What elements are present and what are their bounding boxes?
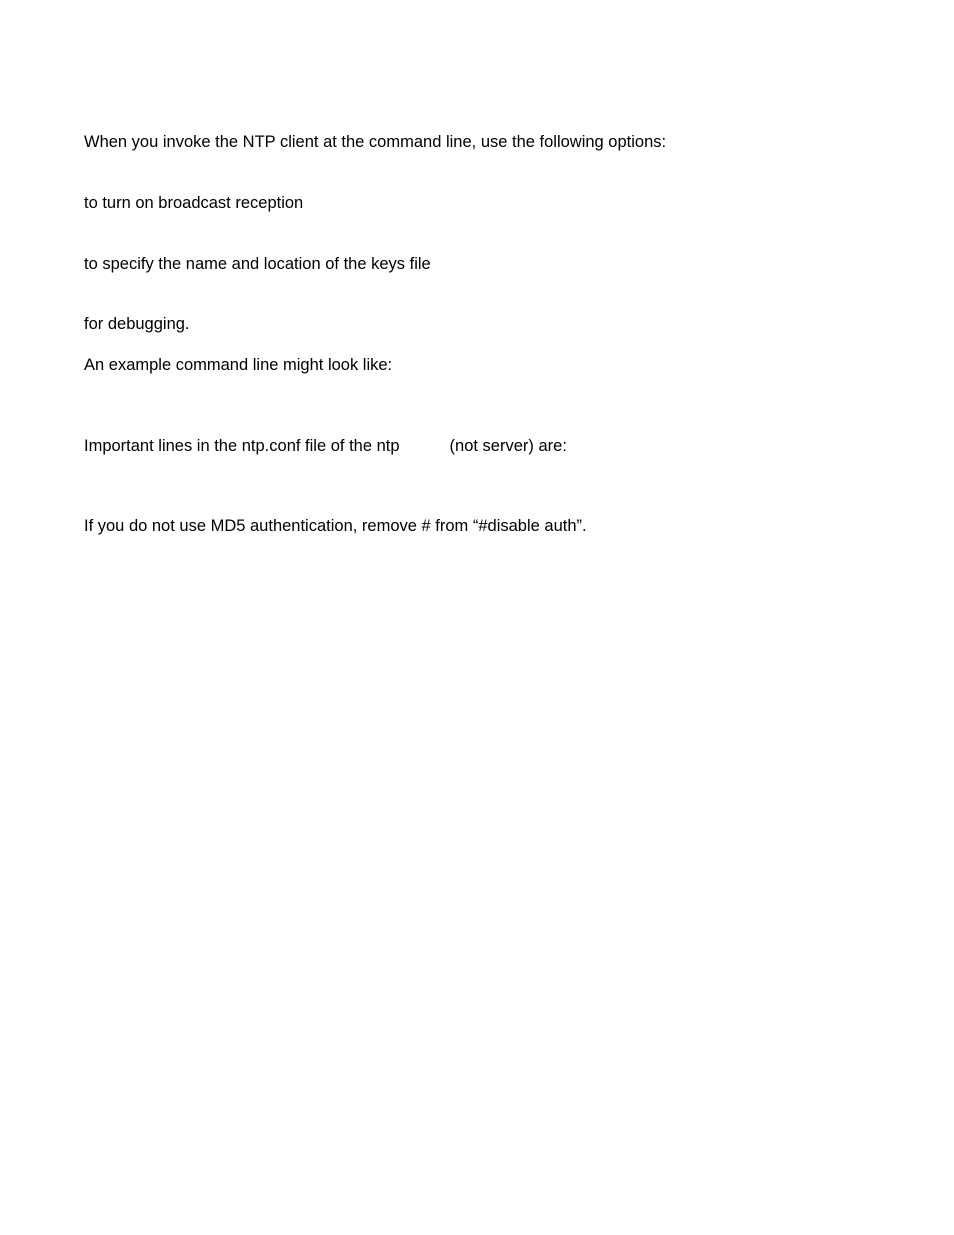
- conf-intro-paragraph: [84, 436, 567, 456]
- option-keys-description: to specify the name and location of the keys file: [84, 255, 431, 273]
- md5-note-paragraph: If you do not use MD5 authentication, remove # from “#disable auth”.: [84, 517, 587, 535]
- option-broadcast-description: to turn on broadcast reception: [84, 194, 304, 212]
- example-intro-paragraph: An example command line might look like:: [84, 356, 393, 374]
- intro-paragraph: When you invoke the NTP client at the command line, use the following options:: [84, 133, 667, 151]
- conf-intro-after: (not server) are:: [449, 437, 567, 455]
- option-debug-description: for debugging.: [84, 315, 190, 333]
- conf-intro-before: Important lines in the ntp.conf file of the ntp: [84, 437, 400, 455]
